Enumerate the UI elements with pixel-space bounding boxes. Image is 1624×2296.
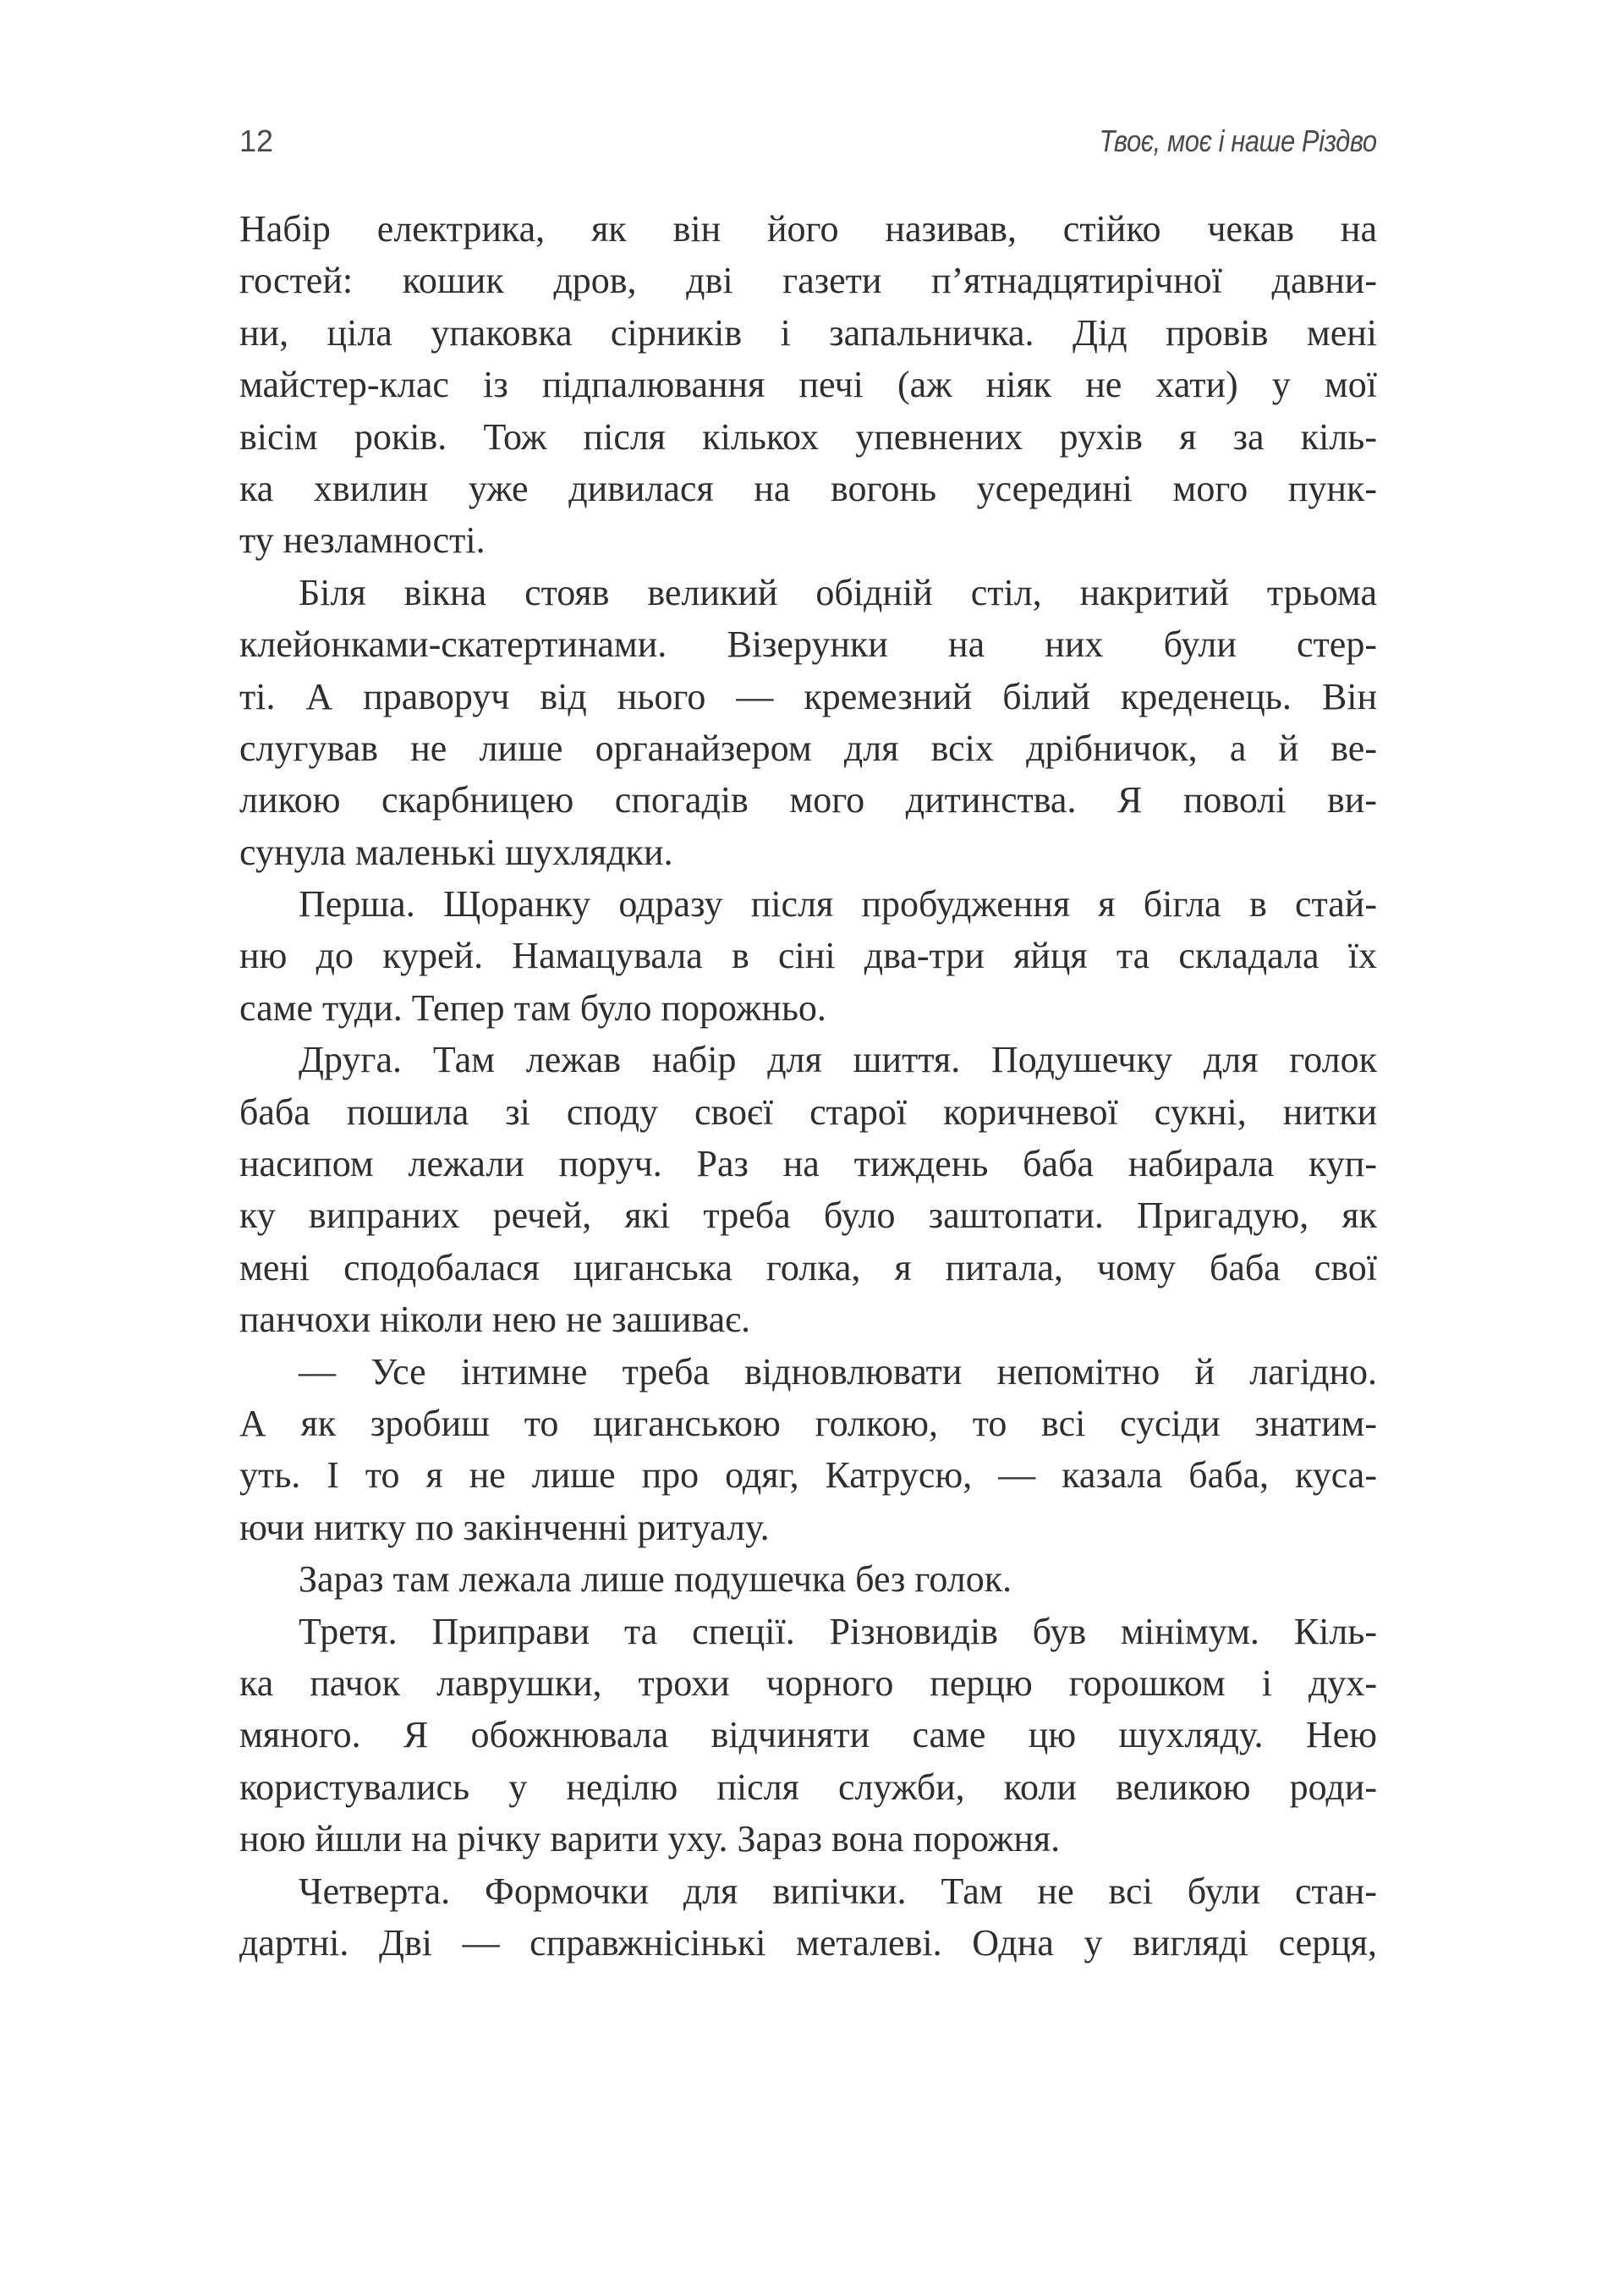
text-line: ка хвилин уже дивилася на вогонь усередині мого пунк- [239, 467, 1377, 509]
text-line: мені сподобалася циганська голка, я питала, чому баба свої [239, 1246, 1377, 1288]
paragraph [239, 1553, 1377, 1605]
text-line: майстер-клас із підпалювання печі (аж ніяк не хати) у мої [239, 364, 1377, 406]
text-line: сунула маленькі шухлядки. [239, 831, 673, 873]
paragraph [239, 1346, 1377, 1554]
text-line: баба пошила зі споду своєї старої коричневої сукні, нитки [239, 1090, 1377, 1133]
text-line: ючи нитку по закінченні ритуалу. [239, 1506, 770, 1548]
text-line: Перша. Щоранку одразу після пробудження я бігла в стай- [299, 883, 1377, 926]
text-line: ку випраних речей, які треба було заштопати. Пригадую, як [239, 1195, 1377, 1237]
text-line: насипом лежали поруч. Раз на тиждень баба набирала куп- [239, 1143, 1377, 1185]
text-line: Третя. Приправи та спеції. Різновидів був мінімум. Кіль- [299, 1610, 1377, 1652]
text-line: уть. І то я не лише про одяг, Катрусю, — казала баба, куса- [239, 1454, 1377, 1497]
text-line: Набір електрика, як він його називав, стійко чекав на [239, 208, 1377, 250]
paragraph [239, 203, 1377, 567]
text-line: Зараз там лежала лише подушечка без голок. [299, 1558, 1012, 1601]
text-line: ликою скарбницею спогадів мого дитинства. Я поволі ви- [239, 779, 1377, 821]
paragraph [239, 567, 1377, 878]
text-line: дартні. Дві — справжнісінькі металеві. Одна у вигляді серця, [239, 1921, 1377, 1964]
text-line: Друга. Там лежав набір для шиття. Подушечку для голок [299, 1039, 1377, 1081]
text-line: — Усе інтимне треба відновлювати непомітно й лагідно. [299, 1350, 1377, 1392]
text-line: панчохи ніколи нею не зашиває. [239, 1299, 751, 1341]
text-line: Біля вікна стояв великий обідній стіл, накритий трьома [299, 571, 1377, 613]
text-line: ту незламності. [239, 519, 486, 562]
paragraph [239, 1034, 1377, 1345]
paragraph [239, 1865, 1377, 1969]
text-line: ті. А праворуч від нього — кремезний білий креденець. Він [239, 675, 1377, 717]
text-line: вісім років. Тож після кількох упевнених рухів я за кіль- [239, 415, 1377, 458]
text-line: клейонками-скатертинами. Візерунки на них були стер- [239, 623, 1377, 666]
text-line: користувались у неділю після служби, коли великою роди- [239, 1766, 1377, 1808]
text-line: ни, ціла упаковка сірників і запальничка. Дід провів мені [239, 311, 1377, 354]
text-line: А як зробиш то циганською голкою, то всі сусіди знатим- [239, 1402, 1377, 1444]
body-text [239, 203, 1377, 1969]
paragraph [239, 1606, 1377, 1865]
text-line: ню до курей. Намацувала в сіні два-три яйця та складала їх [239, 935, 1377, 977]
page-number: 12 [239, 124, 274, 158]
text-line: ка пачок лаврушки, трохи чорного перцю горошком і дух- [239, 1662, 1377, 1704]
text-line: слугував не лише органайзером для всіх дрібничок, а й ве- [239, 727, 1377, 769]
running-head [239, 120, 1377, 162]
paragraph [239, 878, 1377, 1034]
text-line: ною йшли на річку варити уху. Зараз вона порожня. [239, 1818, 1061, 1860]
text-line: гостей: кошик дров, дві газети п’ятнадцятирічної давни- [239, 260, 1377, 302]
text-line: Четверта. Формочки для випічки. Там не всі були стан- [299, 1870, 1377, 1912]
text-line: мяного. Я обожнювала відчиняти саме цю шухляду. Нею [239, 1714, 1377, 1756]
book-title: Твоє, моє і наше Різдво [1099, 124, 1377, 158]
text-line: саме туди. Тепер там було порожньо. [239, 986, 826, 1029]
